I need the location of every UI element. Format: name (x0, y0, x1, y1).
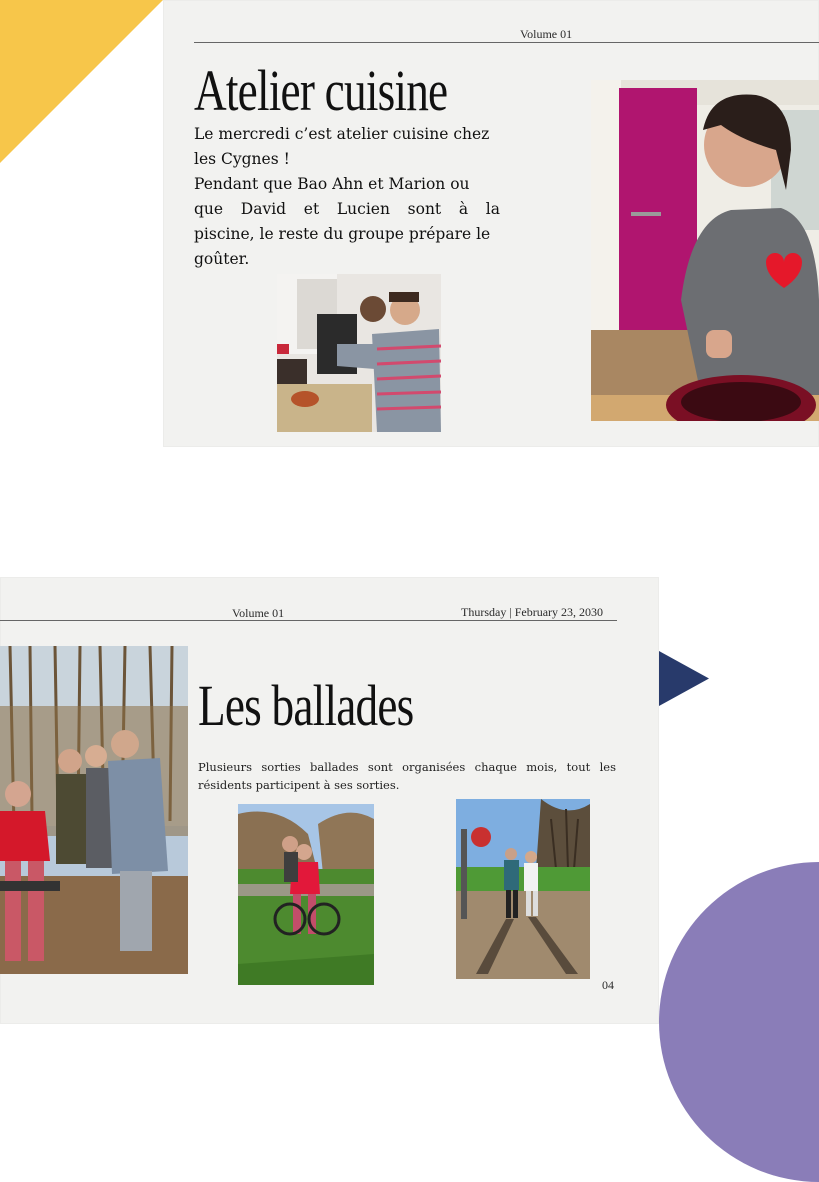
page-number: 04 (602, 978, 614, 992)
park-wheelchair-photo (238, 804, 374, 985)
article-body (194, 122, 500, 272)
page-title: Atelier cuisine (194, 58, 448, 123)
navy-triangle-decoration (659, 651, 709, 706)
body-line: les Cygnes ! (194, 150, 290, 168)
body-line: Le mercredi c’est atelier cuisine chez (194, 125, 490, 143)
body-line: que David et Lucien sont à la (194, 200, 500, 218)
volume-label: Volume 01 (520, 27, 573, 41)
body-line: piscine, le reste du groupe prépare le (194, 225, 491, 243)
issue-date: Thursday | February 23, 2030 (461, 605, 604, 619)
cooking-portrait-photo (591, 80, 819, 421)
purple-circle-decoration (659, 862, 819, 1182)
body-line: Pendant que Bao Ahn et Marion ou (194, 175, 470, 193)
newsletter-page-les-ballades (0, 577, 659, 1024)
volume-label: Volume 01 (232, 606, 285, 620)
group-walk-photo (0, 646, 188, 974)
body-line: goûter. (194, 250, 250, 268)
playground-photo (456, 799, 590, 979)
kitchen-photo (277, 274, 441, 432)
yellow-triangle-decoration (0, 0, 163, 163)
header-rule (0, 620, 617, 621)
article-body: Plusieurs sorties ballades sont organisées chaque mois, tout les résidents participent à ses sorties. (198, 760, 616, 792)
header-rule (194, 42, 819, 43)
page-title: Les ballades (198, 673, 414, 738)
newsletter-page-atelier-cuisine (163, 0, 819, 447)
